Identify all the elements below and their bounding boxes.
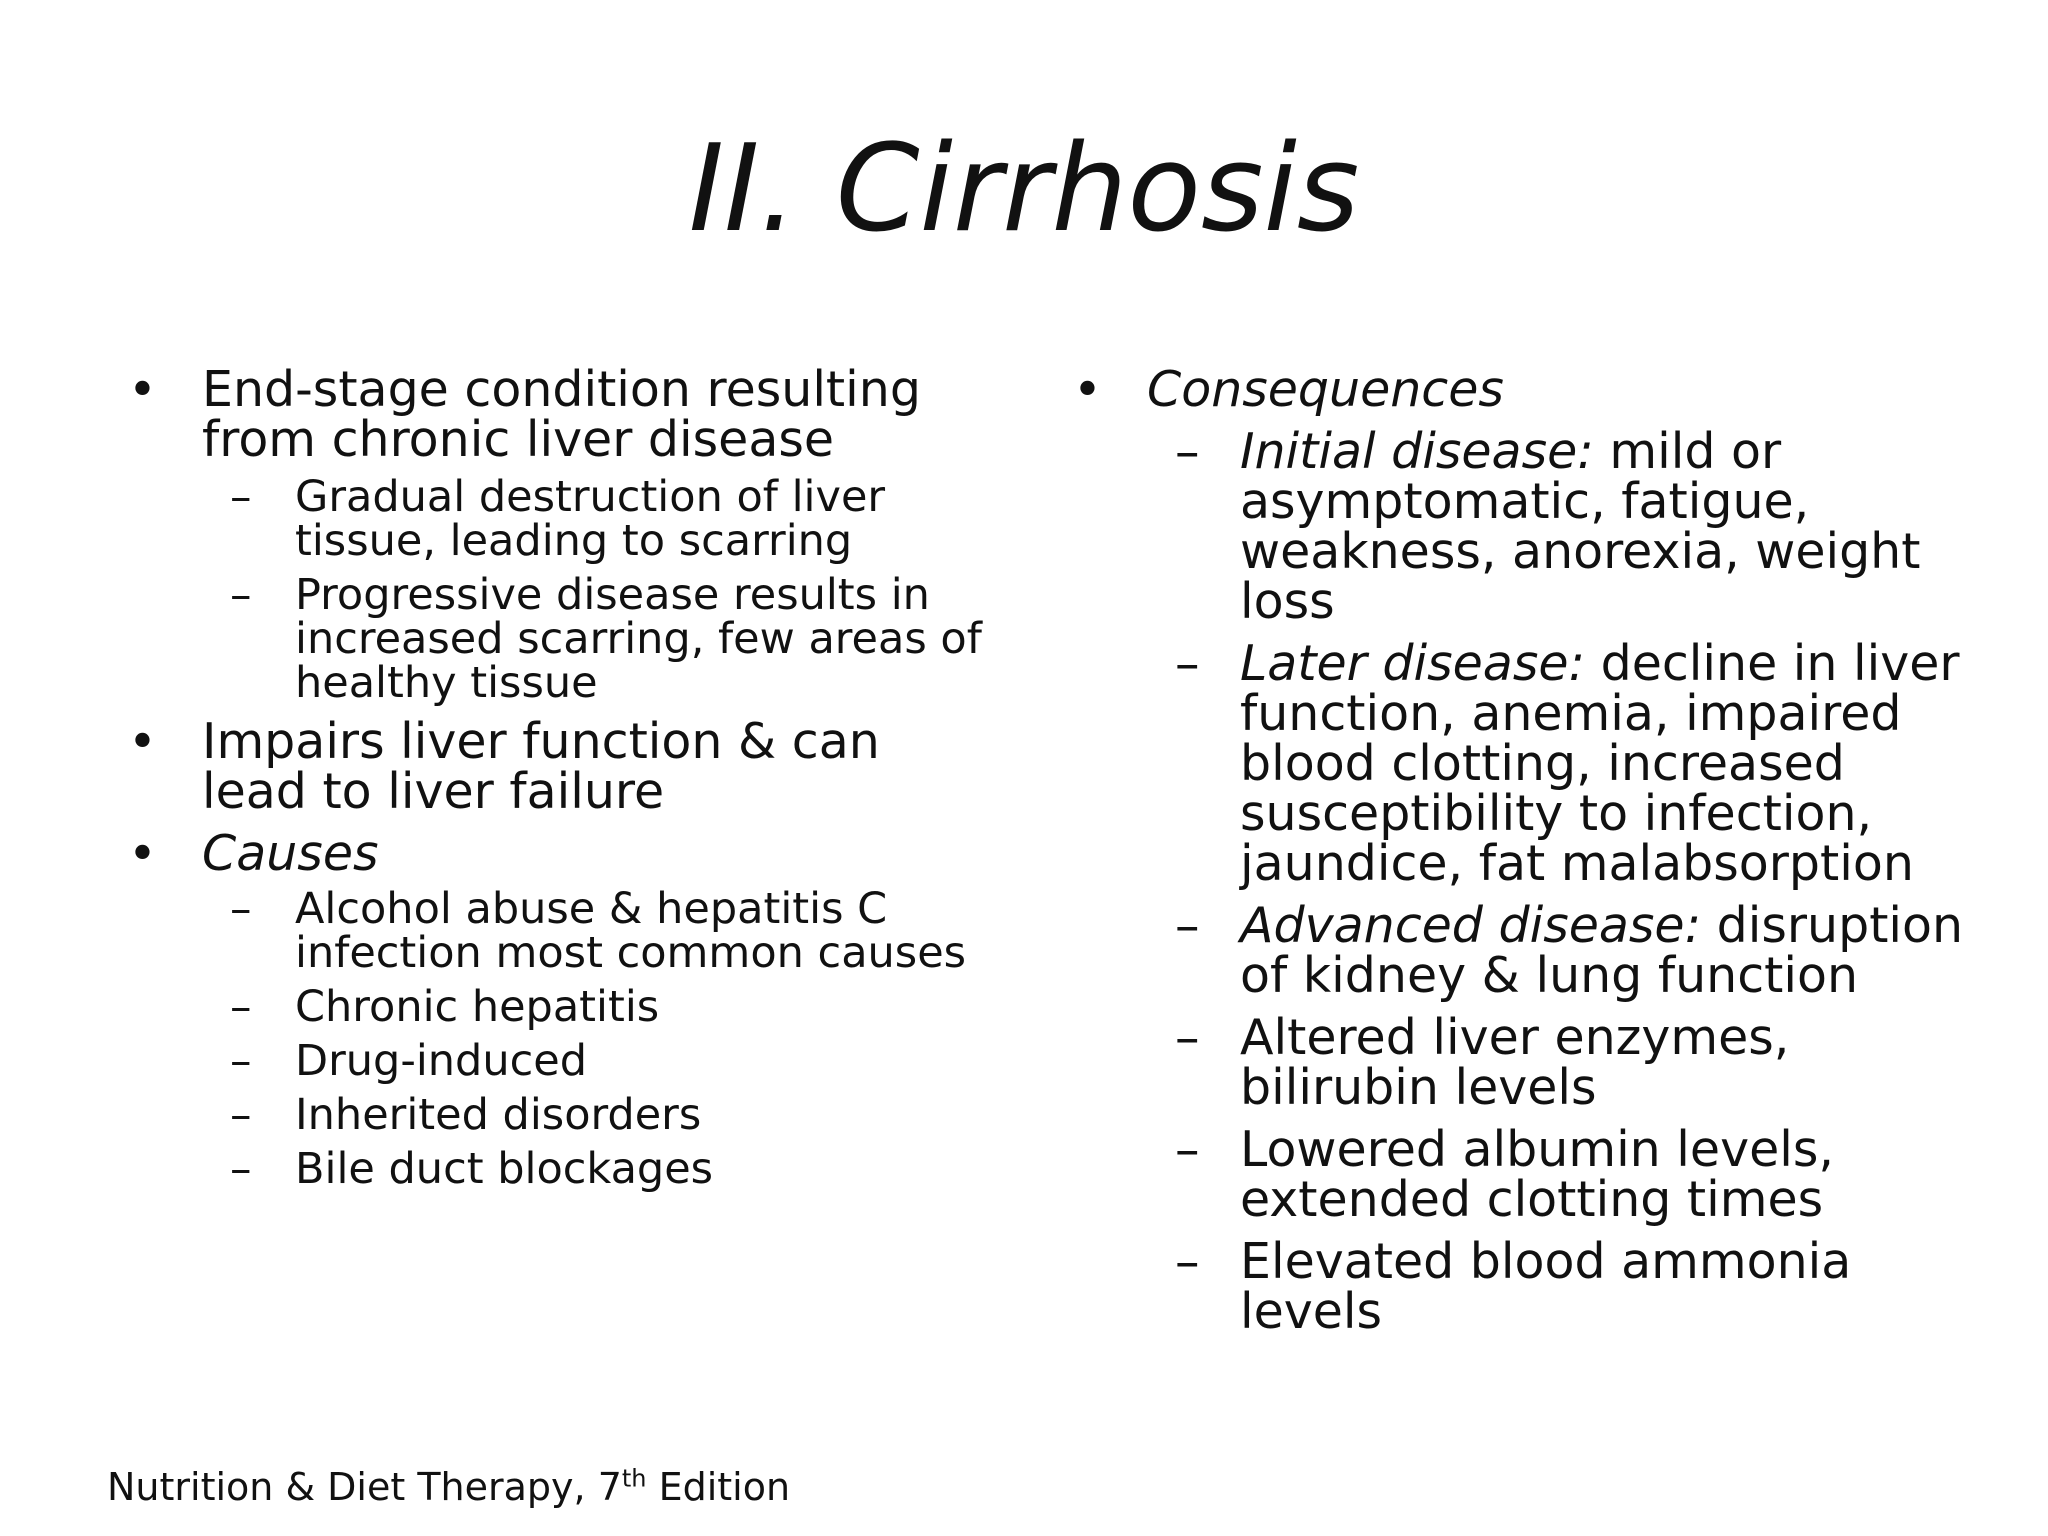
- sub-text: Chronic hepatitis: [295, 982, 660, 1032]
- sub-text: mild or asymptomatic, fatigue, weakness, anorexia, weight loss: [1240, 423, 1921, 630]
- footer-edition: Edition: [646, 1465, 791, 1509]
- sub-item: [1065, 1009, 1985, 1116]
- sub-item: [120, 472, 1000, 566]
- sub-text: Progressive disease results in increased scarring, few areas of healthy tissue: [295, 570, 982, 708]
- dash-icon: –: [230, 1144, 252, 1194]
- sub-item: [1065, 1233, 1985, 1340]
- right-column: [1065, 361, 1985, 1340]
- sub-text: Altered liver enzymes, bilirubin levels: [1240, 1009, 1790, 1116]
- sub-item: [120, 570, 1000, 708]
- footer-text: Nutrition & Diet Therapy, 7: [107, 1465, 622, 1509]
- sub-text: Gradual destruction of liver tissue, leading to scarring: [295, 472, 886, 566]
- sub-label: Initial disease:: [1240, 423, 1594, 480]
- sub-item: [1065, 423, 1985, 630]
- dash-icon: –: [1175, 635, 1200, 692]
- sub-item: [1065, 1121, 1985, 1228]
- bullet-icon: •: [128, 713, 157, 770]
- bullet-text: Consequences: [1147, 361, 1504, 418]
- bullet-text: End-stage condition resulting from chronic liver disease: [202, 361, 921, 468]
- sub-item: [120, 1036, 1000, 1086]
- footer-superscript: th: [621, 1464, 647, 1493]
- dash-icon: –: [1175, 1121, 1200, 1178]
- sub-text: Lowered albumin levels, extended clotting times: [1240, 1121, 1834, 1228]
- sub-label: Later disease:: [1240, 635, 1586, 692]
- sub-text: Drug-induced: [295, 1036, 587, 1086]
- sub-item: [1065, 635, 1985, 892]
- bullet-icon: •: [128, 361, 157, 418]
- slide-footer: [107, 1465, 790, 1509]
- dash-icon: –: [1175, 423, 1200, 480]
- dash-icon: –: [230, 1090, 252, 1140]
- bullet-icon: •: [1073, 361, 1102, 418]
- sub-item: [120, 982, 1000, 1032]
- bullet-item: [1065, 361, 1985, 418]
- sub-item: [120, 884, 1000, 978]
- bullet-text: Causes: [202, 825, 379, 882]
- sub-text: Alcohol abuse & hepatitis C infection most common causes: [295, 884, 967, 978]
- sub-text: decline in liver function, anemia, impaired blood clotting, increased susceptibility to infection, jaundice, fat malabsorption: [1240, 635, 1960, 892]
- bullet-icon: •: [128, 825, 157, 882]
- sub-label: Advanced disease:: [1240, 897, 1702, 954]
- dash-icon: –: [230, 472, 252, 522]
- bullet-item: [120, 361, 1000, 468]
- sub-item: [120, 1090, 1000, 1140]
- bullet-item: [120, 713, 1000, 820]
- dash-icon: –: [1175, 1233, 1200, 1290]
- dash-icon: –: [230, 570, 252, 620]
- dash-icon: –: [230, 884, 252, 934]
- sub-text: Bile duct blockages: [295, 1144, 714, 1194]
- dash-icon: –: [1175, 897, 1200, 954]
- sub-text: Elevated blood ammonia levels: [1240, 1233, 1852, 1340]
- dash-icon: –: [1175, 1009, 1200, 1066]
- bullet-text: Impairs liver function & can lead to liver failure: [202, 713, 880, 820]
- sub-text: disruption of kidney & lung function: [1240, 897, 1964, 1004]
- slide-title: II. Cirrhosis: [688, 120, 1360, 259]
- sub-item: [1065, 897, 1985, 1004]
- left-column: [120, 361, 1000, 1194]
- bullet-item: [120, 825, 1000, 882]
- sub-text: Inherited disorders: [295, 1090, 702, 1140]
- sub-item: [120, 1144, 1000, 1194]
- dash-icon: –: [230, 1036, 252, 1086]
- dash-icon: –: [230, 982, 252, 1032]
